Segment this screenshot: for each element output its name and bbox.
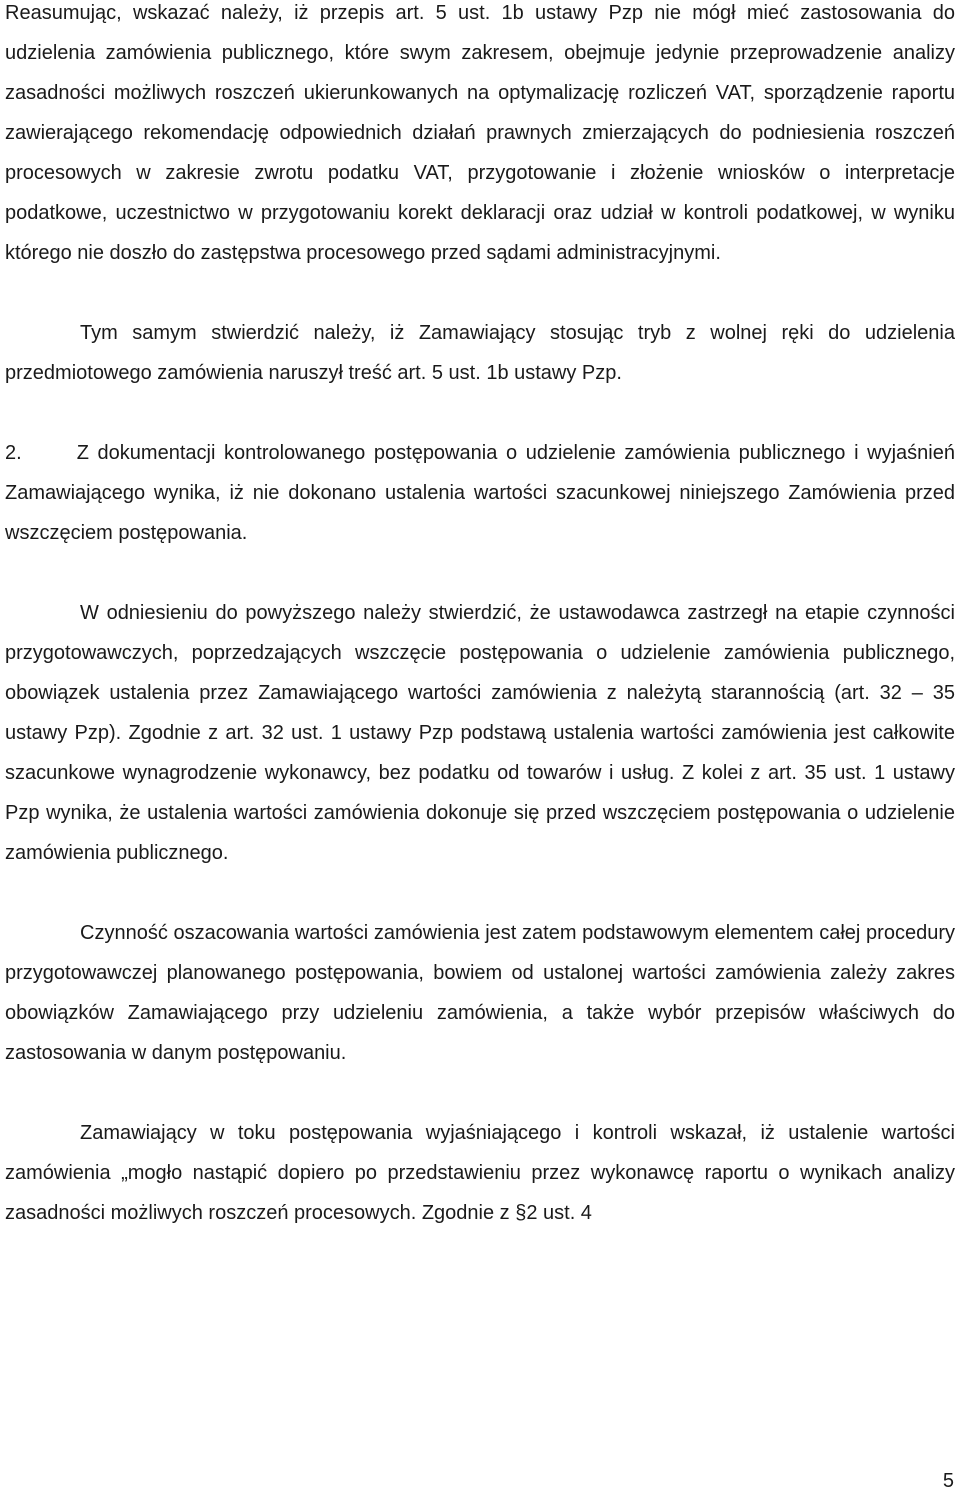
paragraph-section-2 <box>5 433 955 553</box>
page-number: 5 <box>942 1470 954 1492</box>
section-number: 2. <box>5 442 22 464</box>
paragraph-value-estimation: W odniesieniu do powyższego należy stwierdzić, że ustawodawca zastrzegł na etapie czynności przygotowawczych, poprzedzających wszczęcie postępowania o udzielenie zamówienia publicznego, obowiązek ustalenia przez Zamawiającego wartości zamówienia z należytą starannością (art. 32 – 35 ustawy Pzp). Zgodnie z art. 32 ust. 1 ustawy Pzp podstawą ustalenia wartości zamówienia jest całkowite szacunkowe wynagrodzenie wykonawcy, bez podatku od towarów i usług. Z kolei z art. 35 ust. 1 ustawy Pzp wynika, że ustalenia wartości zamówienia dokonuje się przed wszczęciem postępowania o udzielenie zamówienia publicznego. <box>5 602 955 864</box>
paragraph-conclusion: Tym samym stwierdzić należy, iż Zamawiający stosując tryb z wolnej ręki do udzielenia przedmiotowego zamówienia naruszył treść art. 5 ust. 1b ustawy Pzp. <box>5 322 955 384</box>
document-body <box>5 0 955 1233</box>
paragraph-explanation: Zamawiający w toku postępowania wyjaśniającego i kontroli wskazał, iż ustalenie wartości zamówienia „mogło nastąpić dopiero po przedstawieniu przez wykonawcę raportu o wynikach analizy zasadności możliwych roszczeń procesowych. Zgodnie z §2 ust. 4 <box>5 1122 955 1224</box>
paragraph-procedure: Czynność oszacowania wartości zamówienia jest zatem podstawowym elementem całej procedury przygotowawczej planowanego postępowania, bowiem od ustalonej wartości zamówienia zależy zakres obowiązków Zamawiającego przy udzieleniu zamówienia, a także wybór przepisów właściwych do zastosowania w danym postępowaniu. <box>5 922 955 1064</box>
paragraph-summary: Reasumując, wskazać należy, iż przepis art. 5 ust. 1b ustawy Pzp nie mógł mieć zastosowania do udzielenia zamówienia publicznego, które swym zakresem, obejmuje jedynie przeprowadzenie analizy zasadności możliwych roszczeń ukierunkowanych na optymalizację rozliczeń VAT, sporządzenie raportu zawierającego rekomendację odpowiednich działań prawnych zmierzających do podniesienia roszczeń procesowych w zakresie zwrotu podatku VAT, przygotowanie i złożenie wniosków o interpretacje podatkowe, uczestnictwo w przygotowaniu korekt deklaracji oraz udział w kontroli podatkowej, w wyniku którego nie doszło do zastępstwa procesowego przed sądami administracyjnymi. <box>5 2 955 264</box>
section-2-text: Z dokumentacji kontrolowanego postępowania o udzielenie zamówienia publicznego i wyjaśnień Zamawiającego wynika, iż nie dokonano ustalenia wartości szacunkowej niniejszego Zamówienia przed wszczęciem postępowania. <box>5 442 955 544</box>
